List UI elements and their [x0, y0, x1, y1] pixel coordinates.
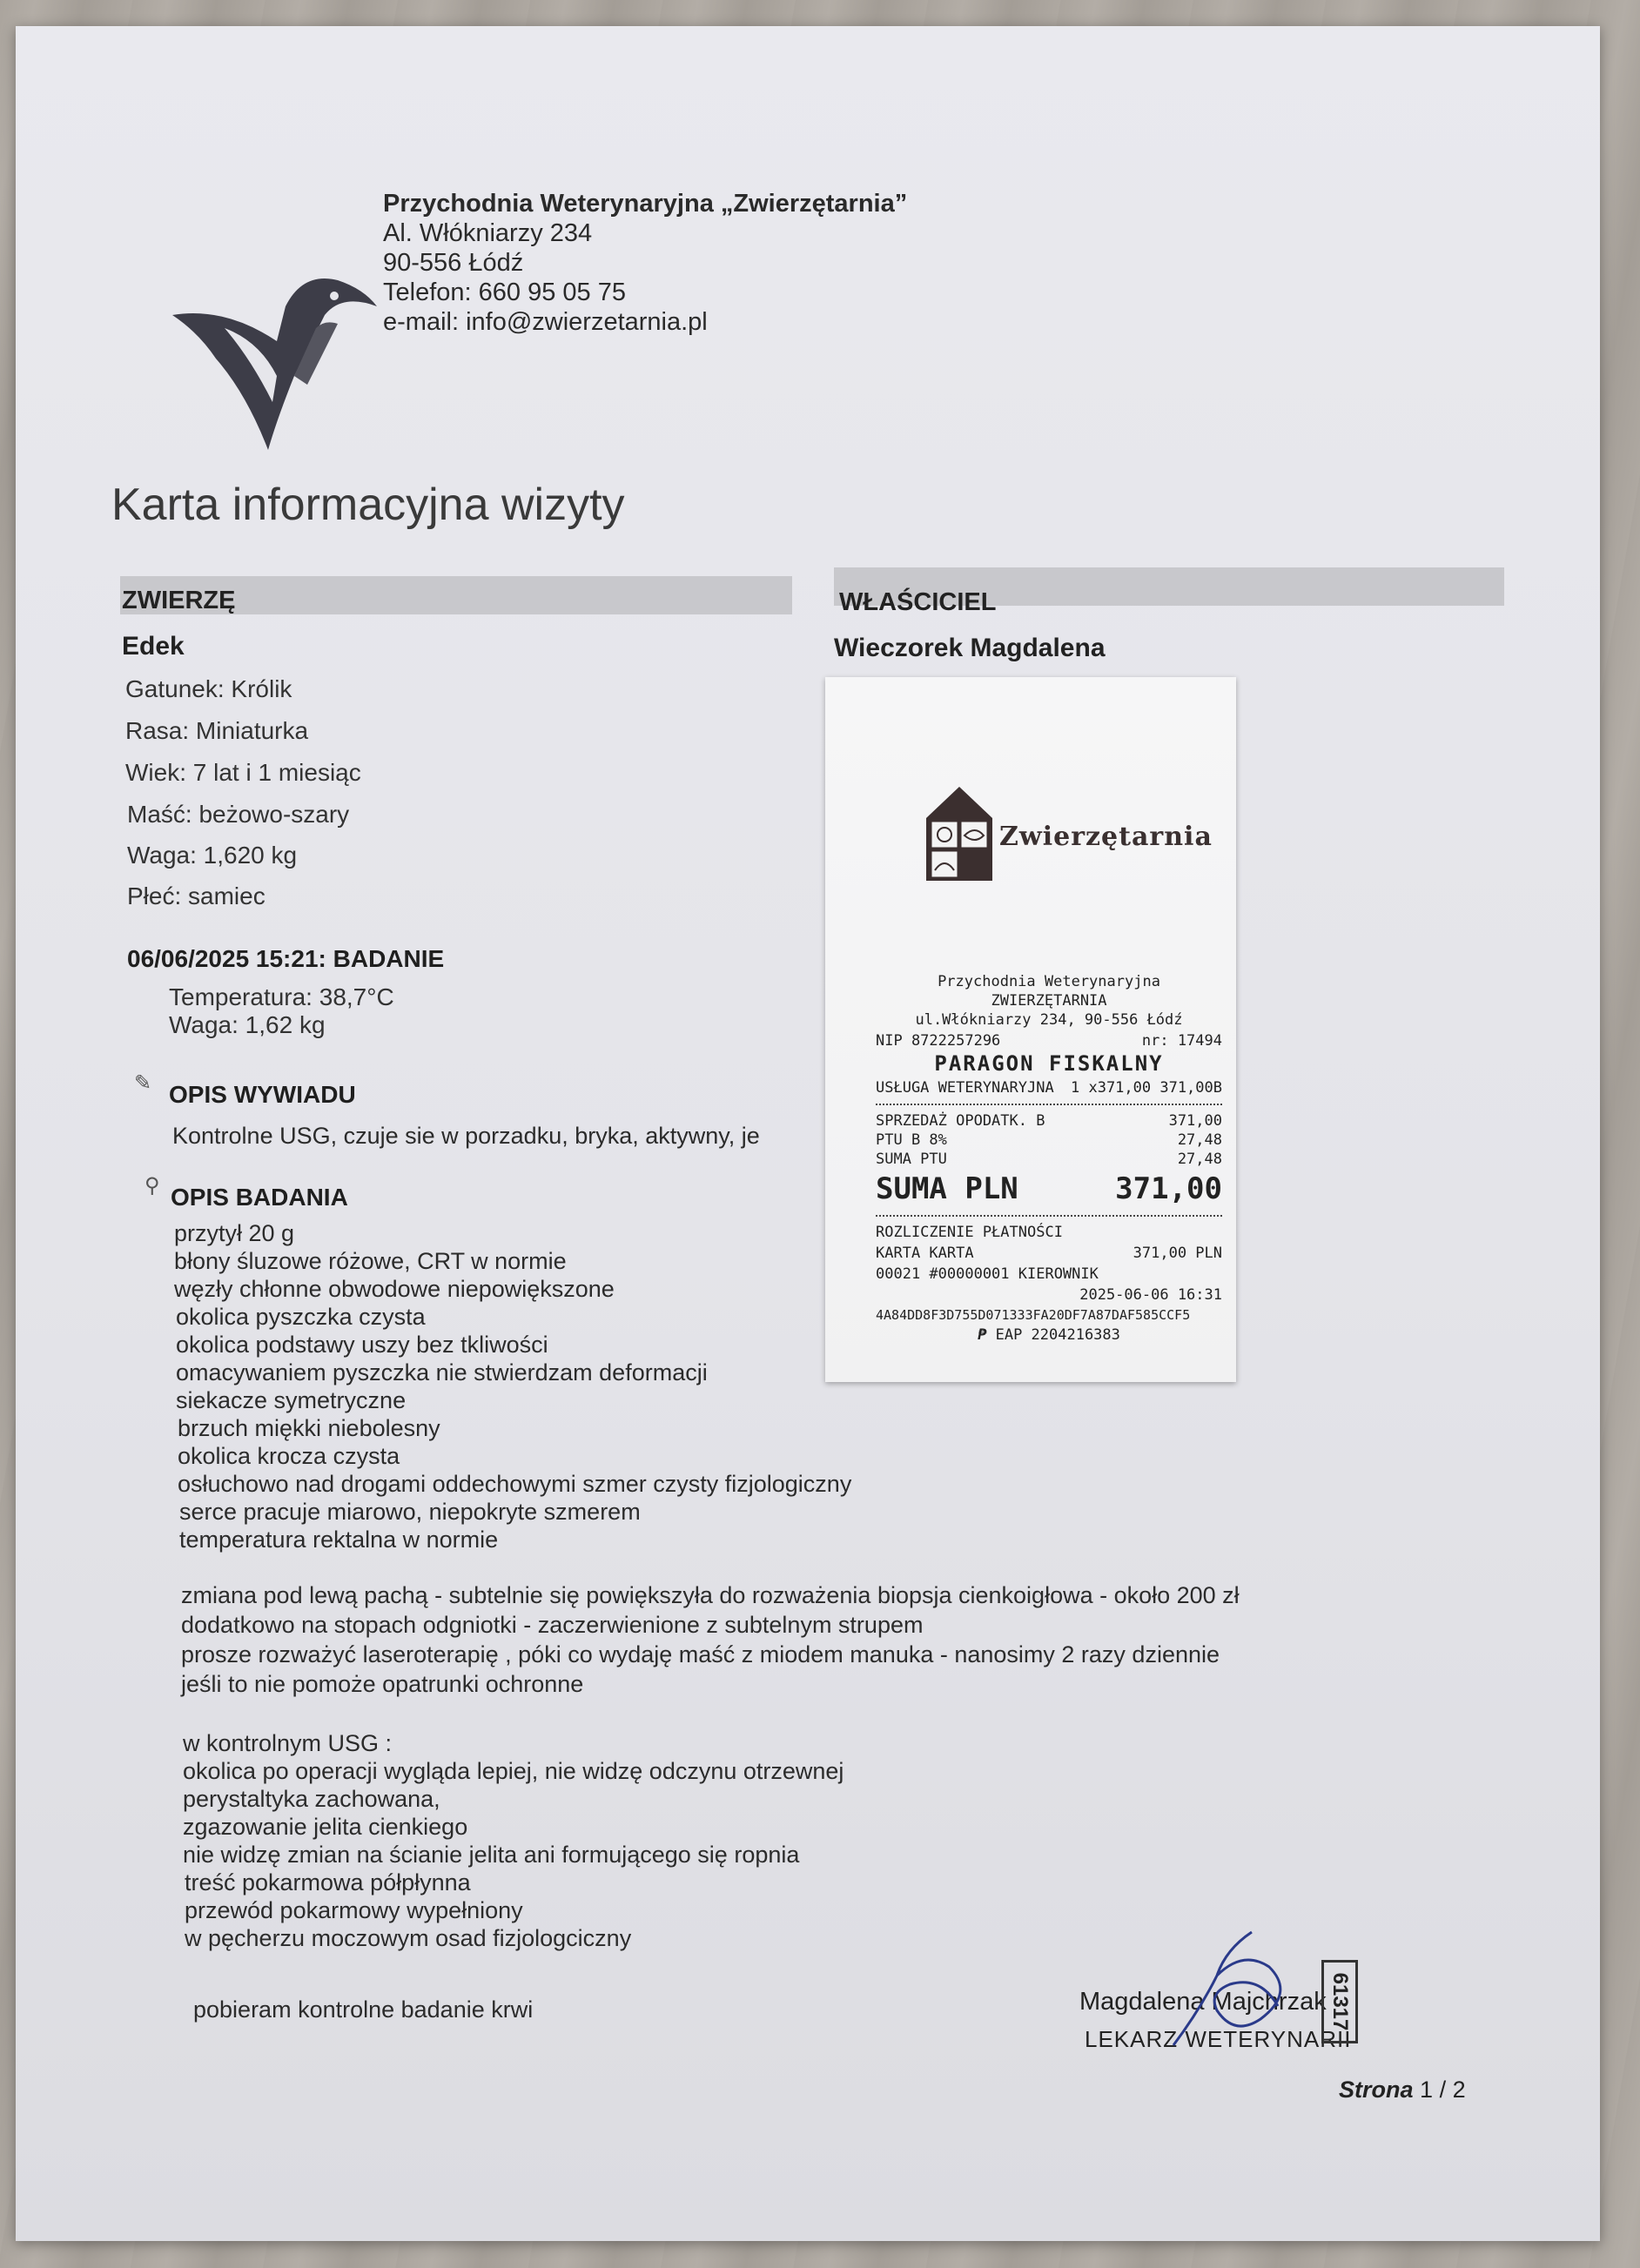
- exam-line: zmiana pod lewą pachą - subtelnie się powiększyła do rozważenia biopsja cienkoigłowa - około 200 zł: [181, 1582, 1240, 1608]
- clinic-phone: Telefon: 660 95 05 75: [383, 278, 626, 306]
- receipt-device-row: [876, 1326, 1222, 1344]
- receipt-nip: NIP 8722257296: [876, 1032, 1001, 1050]
- receipt-clinic-line2: ZWIERZĘTARNIA: [991, 992, 1107, 1010]
- receipt-item-name: USŁUGA WETERYNARYJNA: [876, 1079, 1054, 1097]
- receipt-hash: 4A84DD8F3D755D071333FA20DF7A87DAF585CCF5: [876, 1307, 1191, 1323]
- visit-weight: Waga: 1,62 kg: [169, 1011, 326, 1038]
- receipt-ptu-sum-row: [876, 1151, 1222, 1168]
- page-number: [1339, 2077, 1466, 2104]
- exam-line: okolica krocza czysta: [178, 1443, 400, 1469]
- animal-species: Gatunek: Królik: [125, 675, 292, 702]
- stethoscope-icon: ⚲: [145, 1174, 160, 1198]
- exam-line: siekacze symetryczne: [176, 1387, 407, 1413]
- exam-label: OPIS BADANIA: [171, 1184, 348, 1211]
- receipt-payment-value: 371,00 PLN: [1133, 1245, 1222, 1262]
- exam-line: omacywaniem pyszczka nie stwierdzam deformacji: [176, 1359, 708, 1386]
- exam-line: przewód pokarmowy wypełniony: [185, 1897, 523, 1923]
- vet-stamp: 61317: [1321, 1960, 1358, 2043]
- receipt-total-row: [876, 1171, 1222, 1206]
- exam-line: temperatura rektalna w normie: [179, 1527, 499, 1553]
- receipt-payment-header: ROZLICZENIE PŁATNOŚCI: [876, 1224, 1063, 1241]
- exam-line: osłuchowo nad drogami oddechowymi szmer czysty fizjologiczny: [178, 1471, 852, 1497]
- exam-line: zgazowanie jelita cienkiego: [183, 1814, 468, 1840]
- document-page: [16, 26, 1600, 2241]
- exam-line: prosze rozważyć laseroterapię , póki co wydaję maść z miodem manuka - nanosimy 2 razy dziennie: [181, 1641, 1220, 1667]
- receipt-address: ul.Włókniarzy 234, 90-556 Łódź: [915, 1011, 1183, 1029]
- receipt-ptu-sum-label: SUMA PTU: [876, 1151, 947, 1168]
- receipt-total-label: SUMA PLN: [876, 1171, 1018, 1206]
- receipt-sale-label: SPRZEDAŻ OPODATK. B: [876, 1112, 1045, 1130]
- animal-color: Maść: beżowo-szary: [127, 801, 350, 828]
- receipt-payment-label: KARTA KARTA: [876, 1245, 974, 1262]
- owner-section-label: WŁAŚCICIEL: [839, 588, 997, 616]
- receipt-item-row: [876, 1079, 1222, 1097]
- exam-line: okolica pyszczka czysta: [176, 1304, 426, 1330]
- receipt-item-amount: 1 x371,00 371,00B: [1071, 1079, 1222, 1097]
- receipt-ptu-label: PTU B 8%: [876, 1131, 947, 1149]
- owner-name: Wieczorek Magdalena: [834, 634, 1106, 662]
- exam-line: okolica podstawy uszy bez tkliwości: [176, 1332, 548, 1358]
- exam-line: w pęcherzu moczowym osad fizjologciczny: [185, 1925, 632, 1951]
- receipt-total-value: 371,00: [1115, 1171, 1222, 1206]
- receipt-brand: Zwierzętarnia: [999, 822, 1213, 852]
- page-label: Strona: [1339, 2077, 1414, 2103]
- clinic-logo-icon: [164, 245, 381, 454]
- exam-line: przytył 20 g: [174, 1220, 295, 1246]
- exam-line: dodatkowo na stopach odgniotki - zaczerwienione z subtelnym strupem: [181, 1612, 924, 1638]
- page-current: 1: [1420, 2077, 1434, 2103]
- house-logo-icon: [923, 783, 996, 884]
- exam-line: brzuch miękki niebolesny: [178, 1415, 440, 1441]
- exam-line: okolica po operacji wygląda lepiej, nie widzę odczynu otrzewnej: [183, 1758, 844, 1784]
- receipt-ptu-value: 27,48: [1177, 1131, 1222, 1149]
- exam-line: jeśli to nie pomoże opatrunki ochronne: [181, 1671, 584, 1697]
- receipt-nip-row: [876, 1032, 1222, 1050]
- animal-sex: Płeć: samiec: [127, 882, 265, 909]
- exam-line: perystaltyka zachowana,: [183, 1786, 440, 1812]
- receipt-sale-value: 371,00: [1168, 1112, 1222, 1130]
- vet-role: LEKARZ WETERYNARII: [1085, 2026, 1352, 2052]
- receipt-sale-row: [876, 1112, 1222, 1130]
- receipt-cashier: 00021 #00000001 KIEROWNIK: [876, 1265, 1099, 1283]
- receipt-nr: nr: 17494: [1141, 1032, 1222, 1050]
- fiscal-receipt: [825, 677, 1236, 1382]
- history-text: Kontrolne USG, czuje sie w porzadku, bryka, aktywny, je: [172, 1123, 760, 1149]
- visit-header: 06/06/2025 15:21: BADANIE: [127, 945, 445, 972]
- history-label: OPIS WYWIADU: [169, 1081, 356, 1108]
- clinic-city: 90-556 Łódź: [383, 249, 524, 277]
- animal-age: Wiek: 7 lat i 1 miesiąc: [125, 759, 361, 786]
- exam-line: treść pokarmowa półpłynna: [185, 1869, 471, 1896]
- animal-breed: Rasa: Miniaturka: [125, 717, 309, 744]
- receipt-device: EAP 2204216383: [995, 1326, 1120, 1344]
- exam-final-note: pobieram kontrolne badanie krwi: [193, 1996, 534, 2023]
- exam-line: błony śluzowe różowe, CRT w normie: [174, 1248, 567, 1274]
- exam-line: serce pracuje miarowo, niepokryte szmerem: [179, 1499, 641, 1525]
- receipt-divider: [876, 1104, 1222, 1105]
- exam-line: węzły chłonne obwodowe niepowiększone: [174, 1276, 615, 1302]
- animal-weight: Waga: 1,620 kg: [127, 842, 298, 869]
- receipt-ptu-sum-value: 27,48: [1177, 1151, 1222, 1168]
- visit-temperature: Temperatura: 38,7°C: [169, 983, 394, 1010]
- receipt-ptu-row: [876, 1131, 1222, 1149]
- animal-section-label: ZWIERZĘ: [122, 587, 236, 614]
- receipt-clinic-line1: Przychodnia Weterynaryjna: [938, 973, 1160, 990]
- receipt-divider: [876, 1215, 1222, 1217]
- document-title: Karta informacyjna wizyty: [111, 480, 625, 530]
- clinic-address: Al. Włókniarzy 234: [383, 219, 593, 247]
- receipt-payment-row: [876, 1245, 1222, 1262]
- fiscal-device-icon: ₱: [978, 1326, 987, 1344]
- clinic-email: e-mail: info@zwierzetarnia.pl: [383, 308, 708, 336]
- animal-name: Edek: [122, 632, 185, 661]
- vet-name: Magdalena Majchrzak: [1079, 1988, 1327, 2016]
- page-total: / 2: [1433, 2077, 1466, 2103]
- handwritten-signature: [1165, 1923, 1304, 2054]
- exam-line: w kontrolnym USG :: [183, 1730, 393, 1756]
- receipt-datetime: 2025-06-06 16:31: [1079, 1286, 1222, 1304]
- receipt-title: PARAGON FISKALNY: [934, 1051, 1164, 1076]
- clinic-name: Przychodnia Weterynaryjna „Zwierzętarnia”: [383, 190, 908, 218]
- clipboard-icon: ✎: [134, 1071, 152, 1095]
- exam-line: nie widzę zmian na ścianie jelita ani formującego się ropnia: [183, 1842, 800, 1868]
